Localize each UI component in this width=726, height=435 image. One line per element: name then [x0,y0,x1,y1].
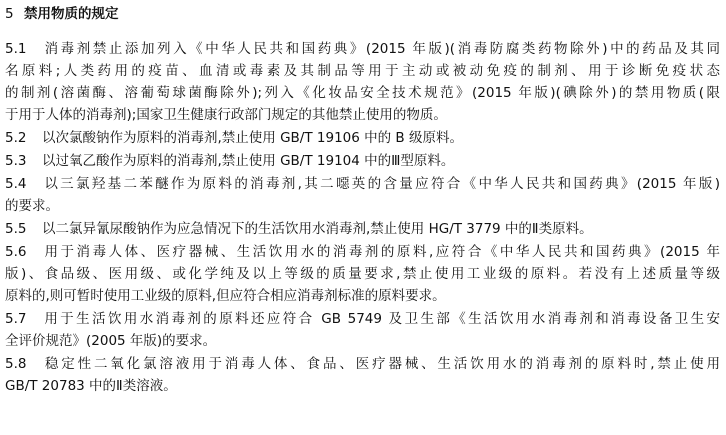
clause-number: 5.8 [5,356,27,372]
clause-text: 名原料;人类药用的疫苗、血清或毒素及其制品等用于主动或被动免疫的制剂、用于诊断免疫状态 [5,63,720,79]
clause-5-7-line-1 [5,308,720,330]
clause-5-2 [5,127,720,149]
clause-5-1-line-2 [5,60,720,82]
clause-number: 5.1 [5,41,27,57]
clause-5-6-line-2 [5,263,720,285]
clause-5-6-line-1 [5,241,720,263]
clause-number: 5.6 [5,244,27,260]
clause-5-4-line-1 [5,173,720,195]
clause-text: 原料的,则可暂时使用工业级的原料,但应符合相应消毒剂标准的原料要求。 [5,288,446,304]
clause-text: 的要求。 [5,198,59,214]
clause-5-8-line-1 [5,353,720,375]
clause-number: 5.2 [5,130,27,146]
clause-text: 以二氯异氰尿酸钠作为应急情况下的生活饮用水消毒剂,禁止使用 HG/T 3779 中的Ⅱ类原料。 [42,221,593,237]
clause-text: 版)、食品级、医用级、或化学纯及以上等级的质量要求,禁止使用工业级的原料。若没有上述质量等级 [5,266,720,282]
clause-5-8-line-2 [5,375,720,397]
clause-5-1-line-1 [5,38,720,60]
clause-text: 消毒剂禁止添加列入《中华人民共和国药典》(2015 年版)(消毒防腐类药物除外)中的药品及其同 [42,41,720,57]
clause-text: 的制剂(溶菌酶、溶葡萄球菌酶除外);列入《化妆品安全技术规范》(2015 年版)(碘除外)的禁用物质(限 [5,85,720,101]
clause-5-4-line-2 [5,195,720,217]
clause-number: 5.3 [5,153,27,169]
clause-text: 以过氧乙酸作为原料的消毒剂,禁止使用 GB/T 19104 中的Ⅲ型原料。 [42,153,455,169]
clause-5-5 [5,218,720,240]
clause-number: 5.5 [5,221,27,237]
section-number: 5 [5,6,14,22]
section-title: 禁用物质的规定 [24,6,119,22]
clause-5-1-line-4 [5,104,720,126]
clause-text: GB/T 20783 中的Ⅱ类溶液。 [5,378,177,394]
clause-text: 稳定性二氧化氯溶液用于消毒人体、食品、医疗器械、生活饮用水的消毒剂的原料时,禁止使用 [42,356,720,372]
clause-5-3 [5,150,720,172]
clause-number: 5.4 [5,176,27,192]
clause-text: 用于消毒人体、医疗器械、生活饮用水的消毒剂的原料,应符合《中华人民共和国药典》(2015 年 [42,244,720,260]
clause-number: 5.7 [5,311,27,327]
clause-text: 以次氯酸钠作为原料的消毒剂,禁止使用 GB/T 19106 中的 B 级原料。 [42,130,463,146]
clause-text: 以三氯羟基二苯醚作为原料的消毒剂,其二噁英的含量应符合《中华人民共和国药典》(2015 年版) [42,176,720,192]
section-heading [5,4,119,24]
clause-5-1-line-3 [5,82,720,104]
clause-5-7-line-2 [5,330,720,352]
clause-text: 全评价规范》(2005 年版)的要求。 [5,333,217,349]
clause-text: 用于生活饮用水消毒剂的原料还应符合 GB 5749 及卫生部《生活饮用水消毒剂和消毒设备卫生安 [42,311,720,327]
clause-text: 于用于人体的消毒剂);国家卫生健康行政部门规定的其他禁止使用的物质。 [5,107,447,123]
clause-5-6-line-3 [5,285,720,307]
